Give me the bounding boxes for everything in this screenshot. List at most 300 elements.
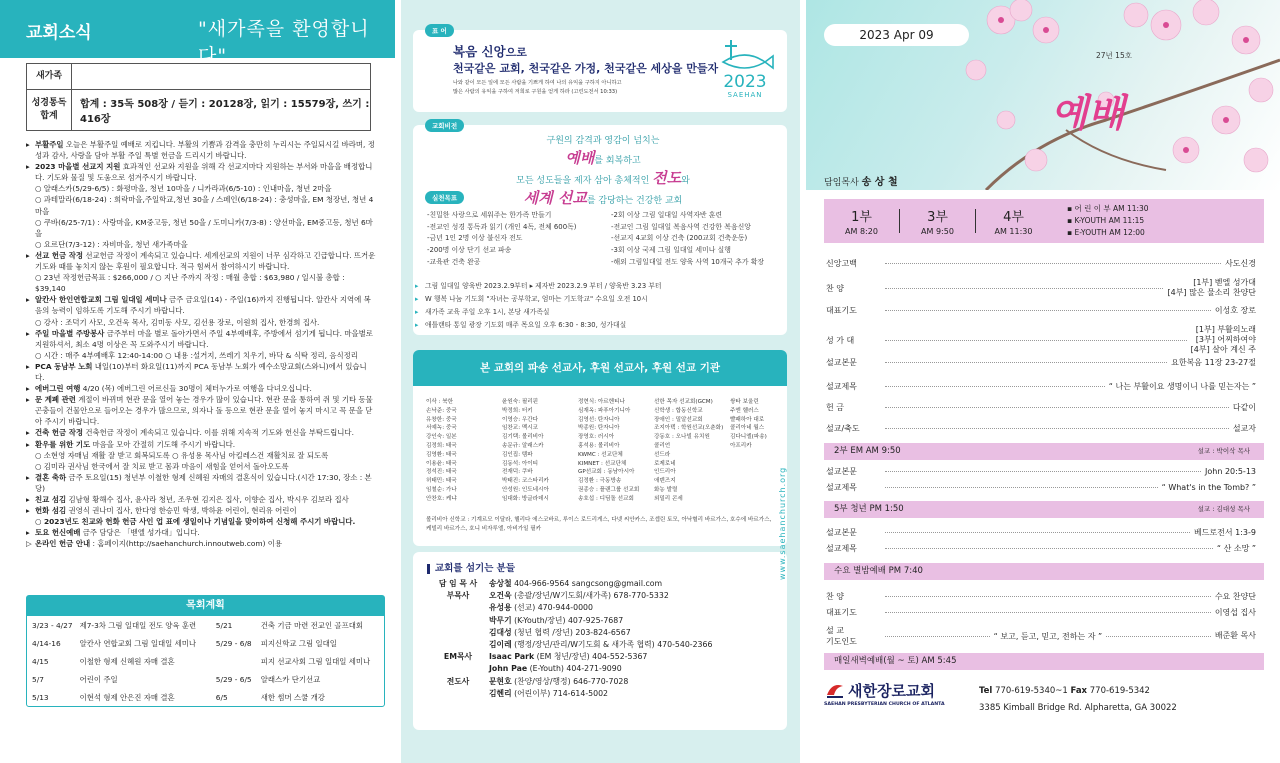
missionary-entry: 애덴즈지	[654, 478, 676, 485]
schedule-event: 알래스카 단기선교	[260, 674, 321, 684]
order-label: 대표기도	[826, 306, 857, 315]
website-url[interactable]: www.saehanchurch.org	[778, 466, 787, 580]
fax-label: Fax	[1070, 686, 1088, 696]
staff-name	[489, 578, 662, 590]
schedule-date: 4/15	[32, 656, 49, 666]
news-item	[26, 350, 376, 361]
goals-left	[427, 210, 576, 269]
news-item-text: ○ 과테말라(6/18-24) : 희락마을,주일학교,청년 30을 / 스페인(6/18-24) : 충성마을, EM 청장년, 청년 4마을	[35, 195, 374, 216]
bible-reading-label: 성경통독 합계	[27, 90, 72, 130]
staff-detail: (찬양/영상/행정) 646-770-7028	[511, 676, 629, 686]
staff-detail: (E-Youth) 404-271-9090	[527, 664, 622, 674]
missionary-entry: KWMC : 선교단체	[578, 451, 623, 458]
church-logo-icon	[824, 678, 846, 700]
missionary-entry: 빨패하아 대로	[730, 416, 765, 423]
k-youth-service: ▪ K-YOUTH AM 11:15	[1067, 216, 1145, 225]
staff-title-text: 교회를 섬기는 분들	[435, 563, 516, 574]
staff-detail: (행정/장년/관리/W기도회 & 새가족 협력) 470-540-2366	[511, 640, 713, 650]
newcomer-row	[27, 64, 370, 90]
staff-row	[427, 590, 712, 602]
staff-list	[427, 578, 712, 700]
news-item-text: 오늘은 부활주일 예배로 지킵니다. 부활의 기쁨과 감격을 충만히 누리시는 주일되시길 바라며, 정성과 감사, 사랑을 담아 부활 주일 특별 헌금을 드리시기 바랍니다.	[35, 140, 375, 161]
missionary-entry: 서예녹: 중국	[426, 425, 457, 432]
program-item	[415, 293, 661, 306]
order-value: 배준환 목사	[1214, 631, 1256, 640]
news-item-heading: 토요 헌신예배	[35, 528, 81, 538]
news-item	[26, 461, 376, 472]
news-item-heading: 문 계폐 관련	[35, 395, 76, 405]
vision-line-2: 를 회복하고	[594, 156, 641, 166]
news-item-text: 내일(10)부터 화요일(11)까지 PCA 동남부 노회가 예수소망교회(스와니)에서 있습니다.	[35, 361, 367, 382]
staff-row	[427, 651, 712, 663]
schedule-date: 5/29 - 6/5	[215, 674, 252, 684]
news-item-text: 금주 금요일(14) - 주일(16)까지 진행됩니다. 알칸사 지역에 복음의 능력이 임하도록 기도해 주시기 바랍니다.	[35, 295, 371, 316]
missionary-column	[730, 398, 800, 504]
goals-tag: 실천목표	[425, 191, 464, 204]
missionary-entry: 권종승 : 플랜그룹 선교회	[578, 486, 640, 493]
vision-tag: 교회비전	[425, 119, 464, 132]
arrow-icon: ▸	[415, 282, 419, 290]
news-item-text: 금주부터 마을 별로 돌아가면서 주일 4부예배후, 주방에서 섬기게 됩니다. 마을별로 지원하셔서, 최소 4명 이상은 꼭 도와주시기 바랍니다.	[35, 328, 373, 349]
bulletin-date: 2023 Apr 09	[824, 24, 969, 46]
schedule-row	[27, 634, 384, 652]
news-item-heading: 선교 헌금 작정	[35, 250, 83, 260]
missionary-entry: 이영승: 우간다	[502, 416, 539, 423]
ministry-schedule	[26, 595, 385, 707]
service-4-time: AM 11:30	[994, 227, 1033, 236]
service-1	[824, 206, 899, 236]
news-item-heading: 알칸사 한인연합교회 그림 일대일 세미나	[35, 295, 167, 305]
staff-role: 부목사	[446, 591, 470, 601]
missionary-entry: 안찬호: 케냐	[426, 495, 457, 502]
dotted-leader	[885, 263, 1221, 264]
arrow-icon: ▸	[415, 321, 419, 329]
staff-name	[489, 639, 712, 651]
missionary-entry: 콜리아네 월스	[730, 425, 765, 432]
goal-item: -금년 1인 2명 이상 불신자 전도	[427, 234, 523, 243]
bullet-icon: ▸	[26, 528, 30, 538]
motto-tag: 표 어	[425, 24, 454, 37]
program-item	[415, 280, 661, 293]
missionary-entry: 김인집: 템파	[502, 451, 533, 458]
youth-service-title: 5부 청년 PM 1:50	[834, 504, 904, 514]
news-item-heading: 건축 헌금 작정	[35, 428, 83, 438]
children-service: ▪ 어 린 이 부 AM 11:30	[1067, 204, 1149, 213]
news-item	[26, 427, 376, 438]
dotted-leader	[885, 407, 1229, 408]
wednesday-service-title: 수요 별밤예배 PM 7:40	[834, 566, 923, 576]
schedule-event: 알칸사 연합교회 그림 일대일 세미나	[79, 638, 197, 648]
news-item	[26, 294, 376, 316]
em-preacher: 설교 : 박이삭 목사	[1197, 447, 1250, 455]
missionary-entry: 임철순: 가나	[426, 486, 457, 493]
staff-title	[427, 560, 515, 574]
news-item-heading: 결혼 축하	[35, 472, 67, 482]
staff-card	[413, 552, 787, 730]
church-name-english: SAEHAN PRESBYTERIAN CHURCH OF ATLANTA	[824, 702, 945, 707]
dotted-leader	[885, 636, 990, 637]
staff-role	[427, 602, 489, 614]
dotted-leader	[885, 487, 1158, 488]
church-news-header	[0, 0, 395, 67]
staff-name-bold: 김헨리	[489, 688, 512, 698]
order-value: [1부] 벧엘 성가대 [4부] 많은 물소리 찬양단	[1167, 278, 1256, 297]
order-label: 성 가 대	[826, 335, 855, 345]
staff-row	[427, 663, 712, 675]
news-item-text: ○ 알래스카(5/29-6/5) : 화평마을, 청년 10마을 / 니카라과(6/5-10) : 인내마을, 청년 2마을	[35, 184, 332, 194]
program-item	[415, 306, 661, 319]
news-item-heading: PCA 동남부 노회	[35, 361, 93, 371]
missionary-entry: 인드리아	[654, 469, 676, 476]
goal-item: -전교인 그림 일대일 복음사역 건강한 복음신앙	[611, 222, 751, 231]
staff-row	[427, 578, 712, 590]
issue-number: 27년 15호	[1096, 51, 1132, 60]
news-item-heading: 친교 섬김	[35, 495, 67, 504]
order-row	[826, 527, 1256, 538]
schedule-date: 3/23 - 4/27	[32, 620, 73, 630]
missionary-entry: 윤원숙: 필리핀	[502, 399, 539, 405]
staff-role	[427, 663, 489, 675]
order-row	[826, 466, 1256, 477]
staff-detail: (선교) 470-944-0000	[511, 603, 593, 613]
church-news-title: 교회소식	[26, 23, 92, 43]
news-item-text: 금주 담당은 「벧엘 성가대」입니다.	[80, 528, 200, 538]
news-item	[26, 272, 376, 294]
bullet-icon: ▸	[26, 295, 30, 305]
order-value: 이성호 장로	[1214, 305, 1256, 315]
dawn-service-title: 매일새벽예배(월 ~ 토) AM 5:45	[834, 656, 957, 666]
news-item-heading: ○ 2023년도 친교와 헌화 헌금 사인 업 표에 생일이나 기념일을 맞이하여 신청해 주시기 바랍니다.	[35, 517, 356, 527]
schedule-row	[27, 670, 384, 688]
service-3-time: AM 9:50	[921, 227, 954, 236]
missionary-entry: 화농 발렬	[654, 486, 678, 493]
schedule-date: 6/5	[215, 692, 228, 702]
dawn-service-bar	[824, 653, 1264, 670]
staff-row	[427, 615, 712, 627]
missionary-entry: 외밀리 콘세	[654, 495, 683, 502]
service-1-time: AM 8:20	[845, 227, 878, 236]
news-item	[26, 516, 376, 527]
church-name: 새한장로교회	[848, 682, 935, 700]
news-item	[26, 394, 376, 427]
news-item	[26, 328, 376, 350]
staff-role	[427, 627, 489, 639]
schedule-date: 5/7	[32, 674, 44, 684]
news-item	[26, 450, 376, 461]
missionary-entry: 강인숙: 일본	[426, 434, 457, 441]
goal-item: -3회 이상 국제 그림 일대일 세미나 실행	[611, 246, 731, 255]
missionary-entry: 송문규: 알래스카	[502, 442, 544, 449]
staff-role: EM목사	[443, 652, 473, 662]
logo-year: 2023	[723, 72, 767, 92]
staff-name-bold: 박무기	[489, 615, 512, 625]
news-item	[26, 139, 376, 161]
bullet-icon: ▸	[26, 140, 30, 149]
schedule-row	[27, 652, 384, 670]
dotted-leader	[885, 340, 1187, 341]
order-row	[826, 482, 1256, 493]
bible-reading-row	[27, 90, 370, 130]
schedule-event: 어린이 주일	[79, 674, 118, 684]
program-item	[415, 319, 661, 332]
schedule-event: 이철한 형제 신혜원 자매 결혼	[79, 656, 175, 666]
schedule-date: 5/21	[215, 620, 233, 630]
schedule-date: 5/29 - 6/8	[215, 638, 252, 648]
staff-name	[489, 590, 669, 602]
news-item-heading: 2023 마을별 선교지 지원	[35, 162, 121, 172]
news-item	[26, 361, 376, 383]
schedule-event: 새한 썸머 스쿨 개강	[260, 692, 325, 702]
vision-highlight-mission: 세계 선교	[523, 189, 587, 207]
goal-item: -200명 이상 단기 선교 파송	[427, 246, 512, 255]
missionary-entry: 유창한: 중국	[426, 416, 457, 423]
news-item	[26, 527, 376, 538]
missionary-entry: 홍석용: 볼리비아	[578, 442, 620, 449]
schedule-event: 피지신학교 그림 일대일	[260, 638, 337, 648]
news-item-text: ○ 23년 작정헌금목표 : $266,000 / ○ 지난 주까지 작정 : 매월 총합 : $63,980 / 일시불 총합 : $39,140	[35, 273, 345, 294]
missionaries-card	[413, 350, 787, 546]
worship-title: 예배	[1051, 90, 1125, 135]
newcomer-label: 새가족	[27, 64, 72, 89]
missionary-column	[654, 398, 724, 504]
missionary-entry: 이용윤: 태국	[426, 460, 457, 467]
news-item-text: ○ 소현영 자매님 재활 잘 받고 회복되도록 ○ 유성용 목사님 아킬레스건 재활치료 잘 되도록	[35, 450, 329, 460]
dotted-leader	[885, 288, 1163, 289]
order-value: 베드로전서 1:3-9	[1193, 527, 1256, 537]
logo-name: SAEHAN	[727, 91, 763, 99]
news-item-text: 효과적인 선교와 지원을 위해 각 선교지마다 지원하는 부서와 마을을 배정합니다. 기도와 물질 및 도움으로 섬겨주시기 바랍니다.	[35, 162, 373, 183]
order-label: 설교본문	[826, 467, 857, 476]
cover-image	[806, 0, 1280, 190]
missionary-entry: 김다니엘(파송)	[730, 434, 767, 441]
dotted-leader	[885, 362, 1167, 363]
year-logo	[715, 38, 775, 102]
goal-item: -해외 그림일대일 전도 양육 사역 10개국 추가 확장	[611, 257, 765, 266]
program-item-text: 애틀랜타 통일 광장 기도회 매주 목요일 오후 6:30 - 8:30, 성가대실	[425, 321, 627, 329]
order-row	[826, 607, 1256, 618]
service-4-name: 4부	[1003, 210, 1024, 225]
order-label: 찬 양	[826, 592, 844, 601]
schedule-event: 피지 선교사회 그림 일대일 세미나	[260, 656, 371, 666]
news-item-heading: 환우를 위한 기도	[35, 439, 91, 449]
news-item-heading: 주일 마을별 주방봉사	[35, 328, 105, 338]
order-value: [1부] 부활의노래 [3부] 어찌하여야 [4부] 살아 계신 주	[1190, 325, 1256, 354]
order-row	[826, 543, 1256, 554]
motto-line: 천국같은 교회, 천국같은 가정, 천국같은 세상을 만들자	[453, 62, 719, 75]
bullet-icon: ▸	[26, 361, 30, 371]
staff-name-bold: 유성용	[489, 603, 512, 613]
order-label: 설교본문	[826, 528, 857, 537]
motto-verse-line-2: 많은 사람의 유익을 구하여 저희로 구원을 얻게 하라 (고린도전서 10:33)	[453, 89, 618, 95]
staff-role: 전도사	[446, 676, 470, 686]
staff-name-bold: 오건욱	[489, 591, 512, 601]
order-center: “ 보고, 듣고, 믿고, 전하는 자 ”	[993, 631, 1103, 641]
missionary-entry: 쌍타 보울린	[730, 399, 759, 405]
schedule-event: 제7-3차 그림 일대일 전도 양육 훈련	[79, 620, 197, 630]
news-item-text: 마음을 모아 간절히 기도해 주시기 바랍니다.	[90, 439, 236, 449]
bullet-icon: ▸	[26, 439, 30, 449]
news-item	[26, 439, 376, 450]
order-label: 헌 금	[826, 403, 844, 412]
pastor-label: 담임목사	[824, 178, 859, 188]
news-item	[26, 317, 376, 328]
order-row	[826, 258, 1256, 269]
news-item	[26, 472, 376, 494]
news-item-text: : 홈페이지(http://saehanchurch.innoutweb.com) 이용	[90, 539, 283, 549]
missionary-entry: 김정환 : 극동방송	[578, 478, 622, 485]
goal-item: -친밀한 사랑으로 세워주는 한가족 만들기	[427, 211, 552, 219]
arrow-icon: ▸	[415, 295, 419, 303]
missionary-entry: 송호섭 : 디딤돌 선교회	[578, 495, 634, 502]
motto-verse-line-1: 나와 같이 모든 일에 모든 사람을 기쁘게 하여 나의 유익을 구하지 아니하고	[453, 80, 622, 86]
staff-row	[427, 639, 712, 651]
missionary-entry: 장애인 : 밀알선교회	[654, 416, 703, 423]
e-youth-service: ▪ E-YOUTH AM 12:00	[1067, 228, 1145, 237]
order-label: 신앙고백	[826, 259, 857, 268]
staff-role: 담 임 목 사	[438, 579, 478, 588]
arrow-icon: ▸	[415, 308, 419, 316]
motto-title	[453, 44, 718, 77]
order-row	[826, 625, 1256, 647]
program-item-text: W 행복 나눔 기도회 "자녀는 공부학교, 엄마는 기도학교" 수요일 오전 10시	[425, 295, 648, 303]
vision-line-3: 모든 성도들을 제자 삼아 총체적인	[516, 176, 650, 186]
staff-name-bold: John Pae	[489, 664, 528, 674]
order-row	[826, 305, 1256, 316]
news-item	[26, 505, 376, 516]
dotted-leader	[885, 548, 1213, 549]
motto-suffix: 으로	[505, 46, 527, 59]
missionary-entry: 임찬교: 멕시코	[502, 425, 539, 432]
goal-item: -선교지 4교회 이상 건축 (200교회 건축운동)	[611, 234, 748, 243]
vision-line-3b: 와	[681, 176, 690, 186]
order-row	[826, 381, 1256, 392]
news-item-heading: 온라인 헌금 안내	[35, 539, 91, 549]
vision-line-4: 를 감당하는 건강한 교회	[586, 196, 683, 206]
bullet-icon: ▸	[26, 250, 30, 260]
staff-name-bold: 김대성	[489, 627, 512, 637]
news-item-text: 금주 토요일(15) 청년부 이철한 형제 신혜원 자매의 결혼식이 있습니다.(시간 17:30, 장소 : 본당)	[35, 472, 372, 493]
service-3-name: 3부	[927, 210, 948, 225]
missionary-column	[426, 398, 496, 504]
motto-highlight: 복음 신앙	[453, 44, 506, 59]
schedule-event: 건축 기금 마련 전교인 골프대회	[260, 620, 363, 630]
missionaries-title: 본 교회의 파송 선교사, 후원 선교사, 후원 선교 기관	[413, 350, 787, 386]
staff-name	[489, 676, 628, 688]
news-item-text: 건축헌금 작정이 계속되고 있습니다. 이를 위해 지속적 기도와 헌신을 부탁드립니다.	[82, 428, 354, 438]
order-row	[826, 591, 1256, 602]
news-item-heading: 부활주일	[35, 140, 64, 149]
order-value: 사도신경	[1225, 258, 1256, 268]
em-service-bar	[824, 443, 1264, 460]
bullet-icon: ▸	[26, 495, 30, 504]
vision-highlight-evangelism: 전도	[652, 169, 682, 187]
missionary-entry: 손낙준: 중국	[426, 407, 457, 414]
order-value: 수요 찬양단	[1214, 591, 1256, 601]
title-bar	[427, 564, 430, 574]
order-row	[826, 423, 1256, 434]
missionary-entry: 허태민: 태국	[426, 478, 457, 485]
dotted-leader	[885, 471, 1201, 472]
order-label: 설교제목	[826, 382, 857, 391]
order-value: 요한복음 11장 23-27절	[1171, 357, 1256, 367]
welcome-banner: "새가족을 환영합니다"	[198, 18, 370, 67]
staff-detail: (총괄/장년/W기도회/새가족) 678-770-5332	[511, 591, 669, 601]
missionary-entry: 아프리카	[730, 442, 752, 449]
dotted-leader	[885, 428, 1229, 429]
news-item-heading: 에버그린 여행	[35, 384, 81, 394]
em-service-title: 2부 EM AM 9:50	[834, 446, 901, 456]
senior-pastor	[824, 173, 898, 188]
tel-number[interactable]: 770-619-5340~1	[995, 686, 1068, 696]
service-1-name: 1부	[851, 210, 872, 225]
staff-name	[489, 615, 623, 627]
news-item	[26, 383, 376, 394]
missionary-entry: 이삭 : 북한	[426, 399, 454, 405]
staff-name	[489, 602, 593, 614]
missionary-entry: 심재옥: 파푸아기니아	[578, 407, 631, 414]
church-brand	[824, 678, 945, 707]
newcomer-value	[72, 64, 370, 89]
order-value: “ 나는 부활이요 생명이니 나를 믿는자는 ”	[1108, 381, 1256, 391]
news-list	[26, 139, 376, 549]
bullet-icon: ▸	[26, 395, 30, 405]
staff-name	[489, 627, 631, 639]
news-item	[26, 183, 376, 194]
church-news-panel	[0, 0, 395, 763]
order-row	[826, 325, 1256, 355]
order-label: 설교본문	[826, 358, 857, 367]
program-item-text: 새가족 교육 주일 오후 1시, 본당 새가족실	[425, 308, 550, 316]
program-news	[415, 280, 661, 332]
schedule-row	[27, 688, 384, 706]
youth-service-bar	[824, 501, 1264, 518]
service-times-bar	[824, 199, 1264, 243]
staff-name-bold: 송상철	[489, 579, 512, 588]
order-value: 이영섭 집사	[1214, 607, 1256, 617]
missionary-entry: 장영호: 러시아	[578, 434, 615, 441]
church-address: 3385 Kimball Bridge Rd. Alpharetta, GA 30022	[979, 703, 1177, 713]
news-item-text: 권영식 권나미 집사, 한다영 한승민 학생, 박하윤 어린이, 현리유 어린이	[66, 506, 297, 516]
dotted-leader	[1106, 636, 1211, 637]
missionary-entry: 박종원: 탄자니아	[578, 425, 620, 432]
staff-detail: (어린이부) 714-614-5002	[511, 688, 609, 698]
order-row	[826, 357, 1256, 368]
news-item-text: ○ 시간 : 매주 4부예배후 12:40-14:00 ○ 내용 :설거지, 쓰레기 치우기, 바닥 & 식탁 정리, 음식정리	[35, 350, 358, 360]
fish-cross-icon	[715, 38, 775, 74]
motto-card	[413, 27, 787, 112]
news-item-text: 4/20 (목) 에버그린 어르신들 30명이 체터누가로 여행을 다녀오십니다.	[80, 384, 312, 394]
news-item-text: ○ 강사 : 조덕기 사모, 오건욱 목사, 김미동 사모, 김선용 장로, 이원희 집사, 한경희 집사.	[35, 317, 320, 327]
order-row	[826, 278, 1256, 298]
staff-name	[489, 663, 622, 675]
missionary-columns	[426, 398, 800, 504]
staff-name-bold: 김이레	[489, 640, 512, 650]
bullet-icon: ▸	[26, 506, 30, 516]
schedule-date	[211, 652, 256, 670]
staff-row	[427, 602, 712, 614]
staff-row	[427, 688, 712, 700]
news-item	[26, 217, 376, 239]
vision-statement	[463, 133, 743, 210]
wednesday-service-bar	[824, 563, 1264, 580]
news-item	[26, 161, 376, 183]
schedule-table	[27, 616, 384, 706]
goal-item: -전교인 성경 통독과 읽기 (개인 4독, 전체 600독)	[427, 222, 577, 231]
vision-line-1: 구원의 감격과 영감이 넘치는	[546, 136, 660, 146]
staff-row	[427, 627, 712, 639]
order-label: 설교제목	[826, 544, 857, 553]
motto-verse	[453, 79, 703, 97]
